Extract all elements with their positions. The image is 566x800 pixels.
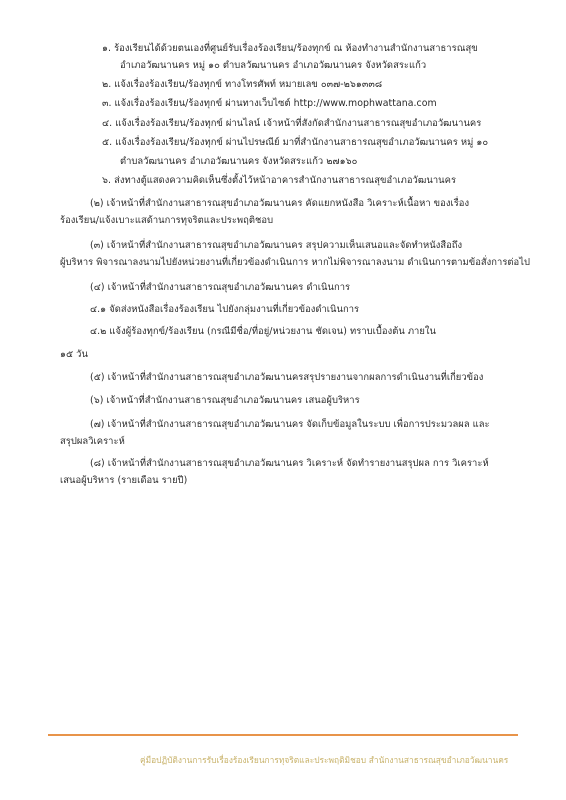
list-number: ๖. — [102, 175, 112, 186]
list-text: แจ้งเรื่องร้องเรียน/ร้องทุกข์ ผ่านทางเว็บไซต์ http://www.mophwattana.com — [114, 98, 437, 109]
step-7: (๗) เจ้าหน้าที่สำนักงานสาธารณสุขอำเภอวัฒนานคร จัดเก็บข้อมูลในระบบ เพื่อการประมวลผล และ — [90, 419, 490, 430]
channel-item-6 — [102, 175, 456, 187]
channel-item-1 — [102, 43, 478, 55]
step-6: (๖) เจ้าหน้าที่สำนักงานสาธารณสุขอำเภอวัฒนานคร เสนอผู้บริหาร — [90, 395, 360, 406]
list-text: แจ้งเรื่องร้องเรียน/ร้องทุกข์ ผ่านไลน์ เจ้าหน้าที่สังกัดสำนักงานสาธารณสุขอำเภอวัฒนานคร — [115, 118, 482, 129]
channel-item-3 — [102, 98, 437, 110]
step-4-2-cont: ๑๕ วัน — [60, 349, 88, 360]
channel-item-2 — [102, 79, 382, 91]
step-7-cont: สรุปผลวิเคราะห์ — [60, 436, 125, 447]
list-text: แจ้งเรื่องร้องเรียน/ร้องทุกข์ ผ่านไปรษณีย์ มาที่สำนักงานสาธารณสุขอำเภอวัฒนานคร หมู่ ๑๐ — [115, 137, 489, 148]
list-number: ๕. — [102, 137, 113, 148]
list-text: แจ้งเรื่องร้องเรียน/ร้องทุกข์ ทางโทรศัพท์ หมายเลข ๐๓๗-๒๖๑๓๓๘ — [114, 79, 383, 90]
list-number: ๑. — [102, 43, 112, 54]
step-5: (๕) เจ้าหน้าที่สำนักงานสาธารณสุขอำเภอวัฒนานครสรุปรายงานจากผลการดำเนินงานที่เกี่ยวข้อง — [90, 372, 484, 383]
step-2-cont: ร้องเรียน/แจ้งเบาะแสด้านการทุจริตและประพฤติชอบ — [60, 215, 274, 226]
footer-divider — [48, 734, 518, 736]
channel-item-4 — [102, 118, 481, 130]
step-4-2: ๔.๒ แจ้งผู้ร้องทุกข์/ร้องเรียน (กรณีมีชื่อ/ที่อยู่/หน่วยงาน ชัดเจน) ทราบเบื้องต้น ภายใน — [90, 326, 436, 337]
channel-item-5 — [102, 137, 488, 149]
step-3: (๓) เจ้าหน้าที่สำนักงานสาธารณสุขอำเภอวัฒนานคร สรุปความเห็นเสนอและจัดทำหนังสือถึง — [90, 240, 463, 251]
channel-item-1-cont: อำเภอวัฒนานคร หมู่ ๑๐ ตำบลวัฒนานคร อำเภอวัฒนานคร จังหวัดสระแก้ว — [120, 60, 427, 71]
step-2: (๒) เจ้าหน้าที่สำนักงานสาธารณสุขอำเภอวัฒนานคร คัดแยกหนังสือ วิเคราะห์เนื้อหา ของเรื่อง — [90, 198, 470, 209]
step-3-cont: ผู้บริหาร พิจารณาลงนามไปยังหน่วยงานที่เกี่ยวข้องดำเนินการ หากไม่พิจารณาลงนาม ดำเนินการตามข้อสั่งการต่อไป — [60, 257, 530, 268]
list-number: ๔. — [102, 118, 113, 129]
step-4: (๔) เจ้าหน้าที่สำนักงานสาธารณสุขอำเภอวัฒนานคร ดำเนินการ — [90, 282, 351, 293]
list-text: ส่งทางตู้แสดงความคิดเห็นซึ่งตั้งไว้หน้าอาคารสำนักงานสาธารณสุขอำเภอวัฒนานคร — [114, 175, 457, 186]
step-8-cont: เสนอผู้บริหาร (รายเดือน รายปี) — [60, 475, 188, 486]
step-4-1: ๔.๑ จัดส่งหนังสือเรื่องร้องเรียน ไปยังกลุ่มงานที่เกี่ยวข้องดำเนินการ — [90, 304, 360, 315]
step-8: (๘) เจ้าหน้าที่สำนักงานสาธารณสุขอำเภอวัฒนานคร วิเคราะห์ จัดทำรายงานสรุปผล การ วิเคราะห์ — [90, 458, 489, 469]
list-text: ร้องเรียนได้ด้วยตนเองที่ศูนย์รับเรื่องร้องเรียน/ร้องทุกข์ ณ ห้องทำงานสำนักงานสาธารณสุข — [114, 43, 478, 54]
list-number: ๓. — [102, 98, 112, 109]
list-number: ๒. — [102, 79, 112, 90]
footer-caption: คู่มือปฏิบัติงานการรับเรื่องร้องเรียนการทุจริตและประพฤติมิชอบ สำนักงานสาธารณสุขอำเภอวัฒนานคร — [140, 755, 509, 765]
channel-item-5-cont: ตำบลวัฒนานคร อำเภอวัฒนานคร จังหวัดสระแก้ว ๒๗๑๖๐ — [120, 156, 358, 167]
